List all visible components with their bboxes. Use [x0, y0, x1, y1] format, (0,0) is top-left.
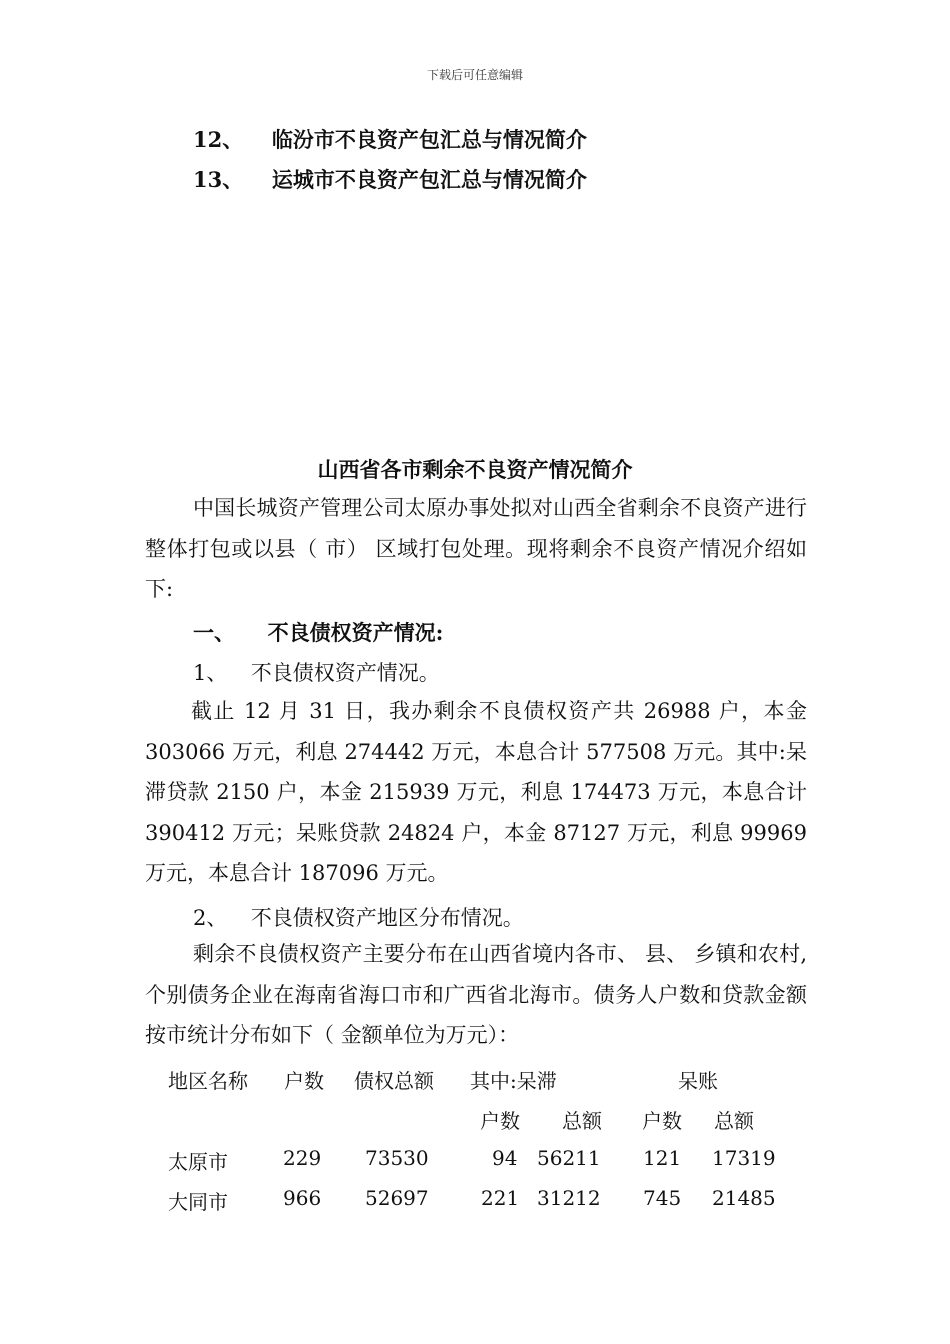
toc-item-13: [193, 164, 587, 194]
table-cell-region: 太原市: [168, 1150, 228, 1174]
paragraph-2: 剩余不良债权资产主要分布在山西省境内各市、 县、 乡镇和农村,个别债务企业在海南省海口市和广西省北海市。债务人户数和贷款金额按市统计分布如下（ 金额单位为万元）：: [145, 942, 807, 1048]
table-cell-stagnant-households: 94: [492, 1146, 518, 1170]
table-header-bad-debt: 呆账: [678, 1069, 718, 1093]
toc-text: 运城市不良资产包汇总与情况简介: [271, 167, 587, 192]
subheading-number: 1、: [193, 661, 228, 685]
section-text: 不良债权资产情况:: [267, 620, 444, 645]
table-cell-bad-households: 121: [643, 1146, 682, 1170]
table-subheader-total: 总额: [562, 1109, 602, 1133]
table-header-stagnant: 其中:呆滞: [470, 1069, 557, 1093]
table-subheader-households: 户数: [480, 1109, 520, 1133]
section-heading-1: [193, 617, 443, 647]
table-cell-total: 52697: [365, 1186, 429, 1210]
toc-number: 12、: [193, 127, 244, 152]
table-cell-stagnant-total: 31212: [537, 1186, 601, 1210]
page-header-note: 下载后可任意编辑: [426, 68, 523, 82]
table-cell-bad-total: 17319: [712, 1146, 776, 1170]
toc-number: 13、: [193, 167, 244, 192]
subheading-number: 2、: [193, 906, 228, 930]
subheading-1: [193, 657, 440, 687]
intro-paragraph: 中国长城资产管理公司太原办事处拟对山西全省剩余不良资产进行整体打包或以县（ 市） 区域打包处理。现将剩余不良资产情况介绍如下:: [145, 496, 807, 602]
document-title: 山西省各市剩余不良资产情况简介: [317, 457, 633, 482]
table-subheader-total: 总额: [714, 1109, 754, 1133]
table-cell-bad-households: 745: [643, 1186, 682, 1210]
subheading-text: 不良债权资产情况。: [250, 661, 440, 685]
toc-text: 临汾市不良资产包汇总与情况简介: [271, 127, 587, 152]
table-subheader-households: 户数: [642, 1109, 682, 1133]
table-header-households: 户数: [284, 1069, 324, 1093]
toc-item-12: [193, 124, 587, 154]
table-cell-households: 229: [283, 1146, 322, 1170]
table-cell-bad-total: 21485: [712, 1186, 776, 1210]
subheading-2: [193, 902, 524, 932]
table-cell-stagnant-total: 56211: [537, 1146, 601, 1170]
table-cell-stagnant-households: 221: [481, 1186, 520, 1210]
table-cell-total: 73530: [365, 1146, 429, 1170]
table-header-region: 地区名称: [168, 1069, 248, 1093]
section-number: 一、: [193, 620, 235, 645]
table-cell-region: 大同市: [168, 1190, 228, 1214]
table-header-total: 债权总额: [354, 1069, 434, 1093]
paragraph-1: 截止 12 月 31 日，我办剩余不良债权资产共 26988 户，本金 303066 万元，利息 274442 万元，本息合计 577508 万元。其中:呆滞贷款 2150 户，本金 215939 万元，利息 174473 万元，本息合计 390412 万元；呆账贷款 24824 户，本金 87127 万元，利息 99969 万元，本息合计 187096 万元。: [145, 699, 807, 886]
subheading-text: 不良债权资产地区分布情况。: [250, 906, 524, 930]
table-cell-households: 966: [283, 1186, 322, 1210]
